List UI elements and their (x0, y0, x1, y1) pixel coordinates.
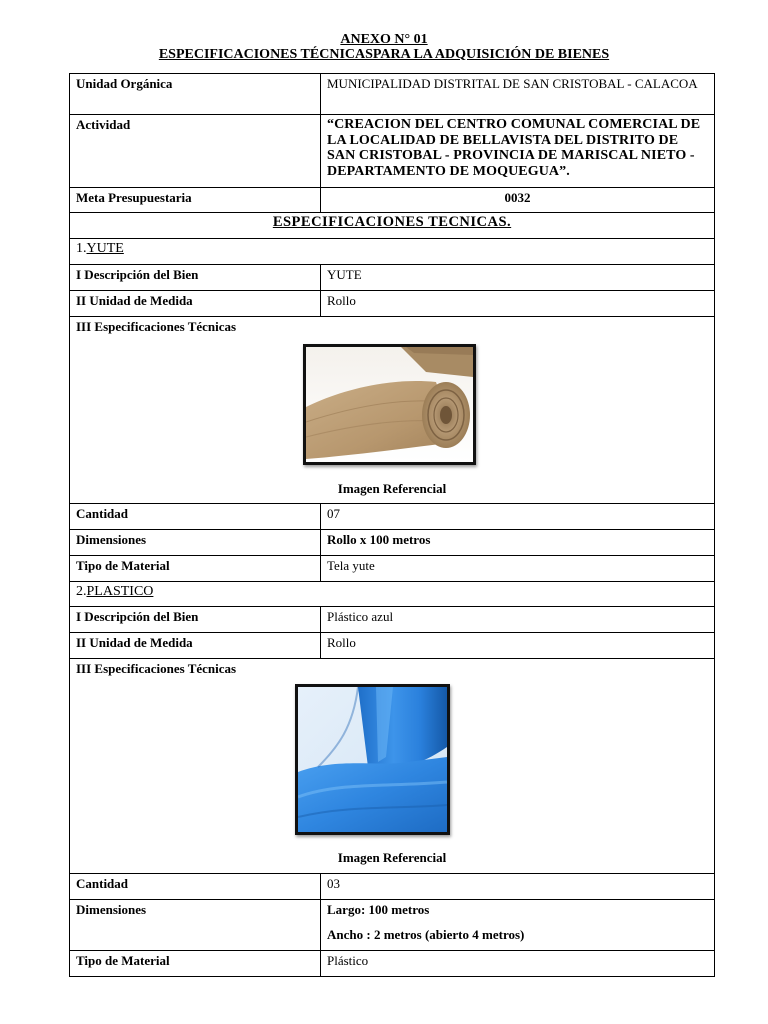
item2-material-label: Tipo de Material (70, 951, 321, 977)
item1-unidad-value: Rollo (321, 291, 715, 317)
item1-dimensiones-label: Dimensiones (70, 530, 321, 556)
item1-dimensiones-value: Rollo x 100 metros (321, 530, 715, 556)
row-meta (70, 188, 715, 213)
item2-dimensiones-cell (321, 900, 715, 951)
document-title: ANEXO N° 01 (340, 32, 428, 47)
unidad-organica-value: MUNICIPALIDAD DISTRITAL DE SAN CRISTOBAL - CALACOA (321, 74, 715, 115)
row-item1-specs (70, 317, 715, 504)
item1-image-caption: Imagen Referencial (337, 481, 447, 496)
row-item2-descripcion (70, 607, 715, 633)
item2-dimensiones-largo: Largo: 100 metros (327, 902, 430, 917)
unidad-organica-label: Unidad Orgánica (70, 74, 321, 115)
item2-dimensiones-label: Dimensiones (70, 900, 321, 951)
item2-image-caption: Imagen Referencial (337, 850, 447, 865)
row-item2-material (70, 951, 715, 977)
item2-cantidad-label: Cantidad (70, 874, 321, 900)
row-unidad-organica (70, 74, 715, 115)
row-item2-cantidad (70, 874, 715, 900)
item1-descripcion-label: I Descripción del Bien (70, 265, 321, 291)
item2-dimensiones-ancho: Ancho : 2 metros (abierto 4 metros) (327, 927, 525, 942)
specifications-table (69, 73, 715, 977)
row-actividad (70, 115, 715, 188)
item1-name: YUTE (86, 241, 124, 256)
item2-unidad-value: Rollo (321, 633, 715, 659)
item2-name: PLASTICO (86, 584, 154, 599)
item1-descripcion-value: YUTE (321, 265, 715, 291)
row-item2-heading (70, 582, 715, 607)
item1-material-value: Tela yute (321, 556, 715, 582)
item2-material-value: Plástico (321, 951, 715, 977)
row-item1-heading (70, 239, 715, 265)
meta-value: 0032 (321, 188, 715, 213)
item2-cantidad-value: 03 (321, 874, 715, 900)
item1-heading (70, 239, 715, 265)
item2-descripcion-label: I Descripción del Bien (70, 607, 321, 633)
item2-specs-cell (70, 659, 715, 874)
item2-unidad-label: II Unidad de Medida (70, 633, 321, 659)
actividad-value: “CREACION DEL CENTRO COMUNAL COMERCIAL DE LA LOCALIDAD DE BELLAVISTA DEL DISTRITO DE SAN CRISTOBAL - PROVINCIA DE MARISCAL NIETO - DEPARTAMENTO DE MOQUEGUA”. (321, 115, 715, 188)
spec-heading: ESPECIFICACIONES TECNICAS. (70, 213, 715, 239)
row-item1-dimensiones (70, 530, 715, 556)
item1-specs-cell (70, 317, 715, 504)
row-item1-unidad (70, 291, 715, 317)
blue-plastic-roll-image (295, 684, 450, 835)
item1-unidad-label: II Unidad de Medida (70, 291, 321, 317)
item1-cantidad-label: Cantidad (70, 504, 321, 530)
document-subtitle: ESPECIFICACIONES TÉCNICASPARA LA ADQUISICIÓN DE BIENES (158, 47, 610, 62)
row-item1-material (70, 556, 715, 582)
item2-number: 2. (76, 584, 87, 599)
item1-cantidad-value: 07 (321, 504, 715, 530)
actividad-label: Actividad (70, 115, 321, 188)
jute-roll-image (303, 344, 476, 465)
item1-specs-label: III Especificaciones Técnicas (76, 319, 237, 334)
row-spec-heading (70, 213, 715, 239)
row-item2-unidad (70, 633, 715, 659)
item2-heading (70, 582, 715, 607)
row-item1-descripcion (70, 265, 715, 291)
item2-descripcion-value: Plástico azul (321, 607, 715, 633)
row-item1-cantidad (70, 504, 715, 530)
item1-material-label: Tipo de Material (70, 556, 321, 582)
item2-specs-label: III Especificaciones Técnicas (76, 661, 237, 676)
row-item2-dimensiones (70, 900, 715, 951)
meta-label: Meta Presupuestaria (70, 188, 321, 213)
item1-number: 1. (76, 241, 87, 256)
row-item2-specs (70, 659, 715, 874)
